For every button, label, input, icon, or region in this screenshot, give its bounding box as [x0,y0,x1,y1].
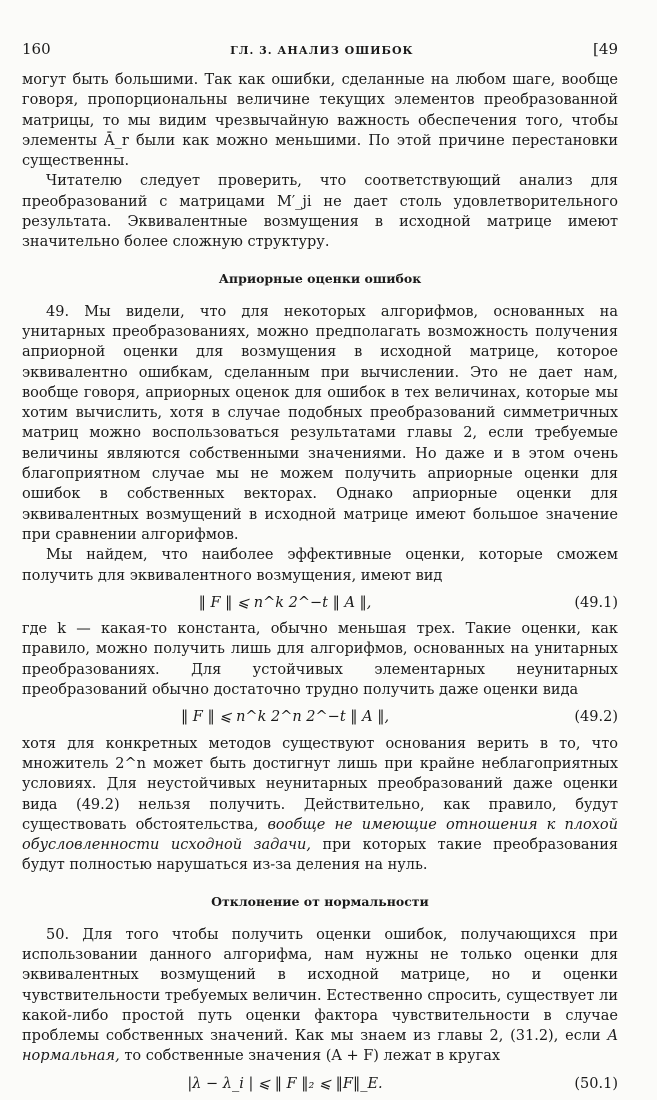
paragraph-50-emphasis: A нормальная, [22,1028,618,1065]
heading-departure-from-normality: Отклонение от нормальности [211,893,429,909]
equation-49-2-formula: ‖ F ‖ ⩽ n^k 2^n 2^−t ‖ A ‖, [180,709,390,726]
equation-49-2-number: (49.2) [574,709,618,726]
page-header [22,40,618,58]
book-page [22,40,618,1100]
running-title: ГЛ. 3. АНАЛИЗ ОШИБОК [230,44,414,57]
paragraph-multiplier-text-b: при которых такие преобразования будут полностью нарушаться из-за деления на нуль. [22,837,619,874]
paragraph-2: Читателю следует проверить, что соответствующий анализ для преобразований с матрицами M′_ji не дает столь удовлетворительного результата. Эквивалентные возмущения в исходной матрице имеют значительно более сложную структуру. [22,173,618,251]
paragraph-effective-bounds: Мы найдем, что наиболее эффективные оценки, которые сможем получить для эквивалентного возмущения, имеют вид [22,547,618,584]
paragraph-multiplier [22,734,618,876]
heading-apriori-estimates: Априорные оценки ошибок [218,270,422,286]
equation-49-1-formula: ‖ F ‖ ⩽ n^k 2^−t ‖ A ‖, [198,594,372,611]
paragraph-multiplier-emphasis: вообще не имеющие отношения к плохой обусловленности исходной задачи, [22,816,618,854]
equation-49-2 [22,707,618,727]
equation-49-1-number: (49.1) [574,594,618,611]
paragraph-50 [22,925,618,1067]
page-number: 160 [22,40,51,58]
paragraph-49: 49. Мы видели, что для некоторых алгорифмов, основанных на унитарных преобразованиях, можно предполагать возможность получения априорной оценки для возмущения в исходной матрице, которое эквивалентно ошибкам, сделанным при вычислении. Это не дает нам, вообще говоря, априорных оценок для ошибок в тех величинах, которые мы хотим вычислить, хотя в случае подобных преобразований симметричных матриц можно воспользоваться результатами главы 2, если требуемые величины являются собственными значениями. Но даже и в этом очень благоприятном случае мы не можем получить априорные оценки для ошибок в собственных векторах. Однако априорные оценки для эквивалентных возмущений в исходной матрице имеют большое значение при сравнении алгорифмов. [22,303,618,543]
paragraph-1: могут быть большими. Так как ошибки, сделанные на любом шаге, вообще говоря, пропорциональны величине текущих элементов преобразованной матрицы, то мы видим чрезвычайную важность обеспечения того, чтобы элементы Ā_r были как можно меньшими. По этой причине перестановки существенны. [22,72,618,170]
paragraph-50-text-b: то собственные значения (A + F) лежат в кругах [124,1048,501,1065]
paragraph-multiplier-text-a: хотя для конкретных методов существуют основания верить в то, что множитель 2^n может быть достигнут лишь при крайне неблагоприятных условиях. Для неустойчивых неунитарных преобразований даже оценки вида (49.2) нельзя получить. Действительно, как правило, будут существовать обстоятельства, [22,735,618,833]
equation-49-1 [22,593,618,613]
section-marker: [49 [593,40,618,58]
equation-50-1 [22,1074,618,1094]
paragraph-constant-k: где k — какая-то константа, обычно меньшая трех. Такие оценки, как правило, можно получить лишь для алгорифмов, основанных на унитарных преобразованиях. Для устойчивых элементарных неунитарных преобразований обычно достаточно трудно получить даже оценки вида [22,621,618,699]
equation-50-1-number: (50.1) [574,1075,618,1092]
equation-50-1-formula: |λ − λ_i | ⩽ ‖ F ‖₂ ⩽ ‖F‖_E. [187,1075,383,1092]
paragraph-50-text-a: 50. Для того чтобы получить оценки ошибок, получающихся при использовании данного алгорифма, нам нужны не только оценки для эквивалентных возмущений в исходной матрице, но и оценки чувствительности требуемых величин. Естественно спросить, существует ли какой-либо простой путь оценки фактора чувствительности в случае проблемы собственных значений. Как мы знаем из главы 2, (31.2), если [22,926,618,1045]
